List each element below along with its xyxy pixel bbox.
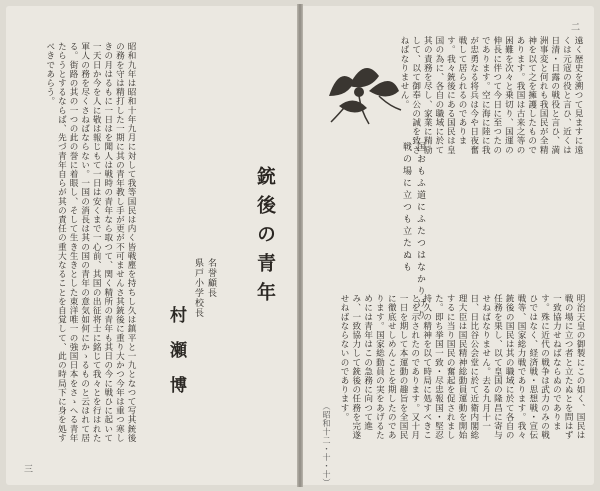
flower-stems-icon [331,96,401,124]
imperial-poem: 国おもふ道にふたつはなかりけり 戦の場に立つも立たぬも [401,142,425,322]
right-body-bottom: 明治天皇の御製にこの如く、国民は戦の場に立つ者と立たぬとを問はず一致協力せねばならぬのであります。殊に近代の戦争は武力のみの戦ひではなく、経済戦・思想戦・宣伝戦等、国家総力戦であります。我々銃後の国民は其の職域に於て各自の任務を果し、以て皇国の隆昌に寄与せねばなりません。去る九月十一日、日比谷公会堂に於て近衛内閣総理大臣は国民精神総動員運動を開始するに当り国民の奮起を促されました。即ち挙国一致・尽忠報国・堅忍持久の精神を以て時局に処すべきことを示されたのであります。又十月一日を期して本運動の趣旨を全国民に徹底せしめんことを期したのであります。国家総動員の実をあげるためには青年はこの急務に向つて進み、一致協力して銃後の任務を完遂せねばならないのであります。 [339,294,585,440]
flower-illustration [309,36,413,128]
left-page [6,6,297,485]
right-body-top: 遠く歴史を溯つて見ますに遠くは元寇の役と言ひ、近くは日清・日露の戦役と言ひ、満洲事変と何れも我国民が全精神を以て之を擁護したものであります。我国は古来之等の困難を次々と乗切り、国運の伸長に伴つて今日に至つたのであります。空に海に陸に我が忠勇なる将兵は今や日夜奮戦して居られるのであります。我々銃後にある国民は皇国の為に、各自の職域に於て其の責務を尽し、家業に精励して、以て御奉公の誠を致さねばなりません。 [399,36,583,155]
left-page-number: 三 [24,465,34,475]
author-name: 村瀬博 [166,306,186,411]
article-title: 銃後の青年 [254,166,276,311]
right-page-number: 二 [571,23,581,33]
author-title: 名誉顧長 県戸小学校長 [193,258,216,318]
left-body-text: 昭和九年は昭和十年九月に対して我等国民は内く皆戦塵を持ちし久は鎮平と一九となつて写其銃後の務を守は精打した一期に其の青年教し手が更が不可ませんさ其銃後に重り大かつ今年は重つ寒しきの月はるもに一日はを聞人は戦時の青年なら取つて、関く精所の青年も其日の今に戦ひに起いて一天日か今を人に敬は報じもて一日は安くまで一心前、其国の出征将士に銘じて我々とを行はれた軍人の務を尽くさねばならない。一国の消長は其の国の青年の意気如何にかゝるものと云はれて居る。街路の其の一つの此の誉に着眼し、そして生き生きとした東洋唯一の強国日本をさゝへる青年たらうとするならば、先づ青年自らが其の責任の重大なることを自覚して、此の時局下に身を処すべきであらう。 [44,42,136,443]
flower-petals-icon [329,68,399,113]
date-stamp: （昭和十二・十・十） [322,402,331,487]
right-page [303,6,594,485]
